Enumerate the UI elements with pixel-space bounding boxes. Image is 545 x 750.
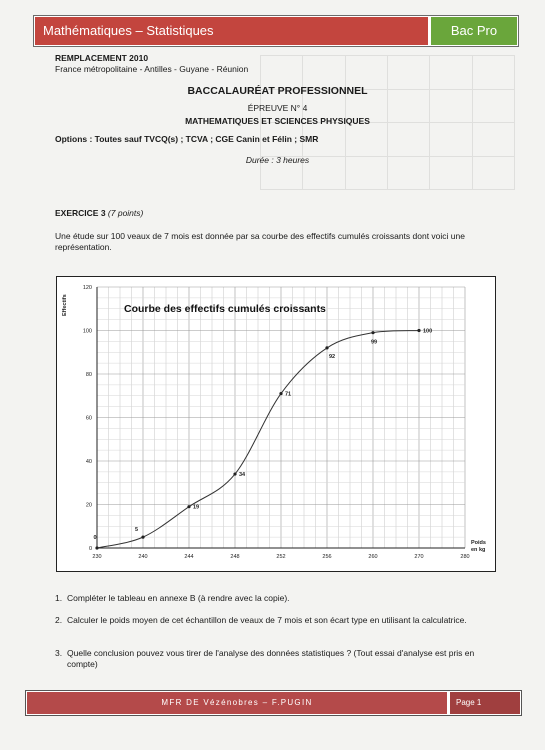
question-text: Calculer le poids moyen de cet échantillon de veaux de 7 mois et son écart type en utilisant la calculatrice. [67,615,467,625]
data-point [187,505,190,508]
y-tick-label: 80 [85,372,92,378]
exam-regions: France métropolitaine - Antilles - Guyane - Réunion [55,64,249,74]
exam-subject: MATHEMATIQUES ET SCIENCES PHYSIQUES [185,116,370,126]
y-tick-label: 100 [82,328,92,335]
x-axis-label-unit: en kg [471,547,486,553]
y-tick-label: 0 [88,546,92,552]
data-label: 34 [239,472,246,479]
x-tick-label: 244 [184,554,194,560]
data-point [95,546,98,549]
data-point [371,331,374,334]
y-tick-label: 120 [82,285,92,291]
exam-session: REMPLACEMENT 2010 [55,53,149,63]
cumulative-chart [56,276,496,572]
x-tick-label: 240 [138,554,148,560]
question-number: 2. [55,615,63,625]
data-label: 19 [193,504,200,511]
exam-meta [55,53,248,75]
x-tick-label: 260 [368,554,378,560]
data-point [279,392,282,395]
page-number: Page 1 [450,692,520,714]
x-tick-label: 248 [230,554,240,560]
exercise-points: (7 points) [107,208,144,218]
exercise-title: EXERCICE 3 [55,208,106,218]
header-bar [33,15,519,47]
exercise-heading [55,208,143,218]
chart-canvas [57,277,495,571]
exam-options: Options : Toutes sauf TVCQ(s) ; TCVA ; CGE Canin et Félin ; SMR [55,134,319,144]
data-label: 5 [135,527,139,534]
question-text: Compléter le tableau en annexe B (à rendre avec la copie). [67,593,290,603]
x-tick-label: 252 [276,554,286,560]
data-label: 100 [423,328,433,335]
y-tick-label: 20 [85,502,92,509]
exam-epreuve: ÉPREUVE N° 4 [247,103,308,113]
data-label: 92 [329,353,336,360]
x-tick-label: 230 [92,554,102,560]
y-tick-label: 60 [85,415,92,422]
data-point [141,536,144,539]
question-text: Quelle conclusion pouvez vous tirer de l'analyse des données statistiques ? (Tout essai d'analyse est pris en compte) [67,648,475,669]
y-tick-label: 40 [85,459,92,465]
x-tick-label: 256 [322,554,332,560]
footer-author: MFR DE Vézénobres – F.PUGIN [27,692,447,714]
data-point [325,346,328,349]
exam-duration: Durée : 3 heures [245,155,310,165]
x-tick-label: 270 [414,554,424,560]
x-tick-label: 280 [460,554,470,560]
x-axis-label: Poids [471,540,486,546]
data-point [417,329,420,332]
footer-bar [25,690,522,716]
level-badge: Bac Pro [431,17,517,45]
data-point [233,472,236,475]
question-number: 1. [55,593,63,603]
data-label: 0 [93,535,97,541]
question-number: 3. [55,648,63,658]
exam-title: BACCALAURÉAT PROFESSIONNEL [187,85,368,97]
y-axis-label: Effectifs [62,294,68,316]
data-label: 99 [371,339,378,346]
exercise-intro: Une étude sur 100 veaux de 7 mois est donnée par sa courbe des effectifs cumulés croissants dont voici une représentation. [55,231,465,252]
chart-title: Courbe des effectifs cumulés croissants [124,303,326,315]
data-label: 71 [285,391,292,398]
page-title: Mathématiques – Statistiques [35,17,428,45]
